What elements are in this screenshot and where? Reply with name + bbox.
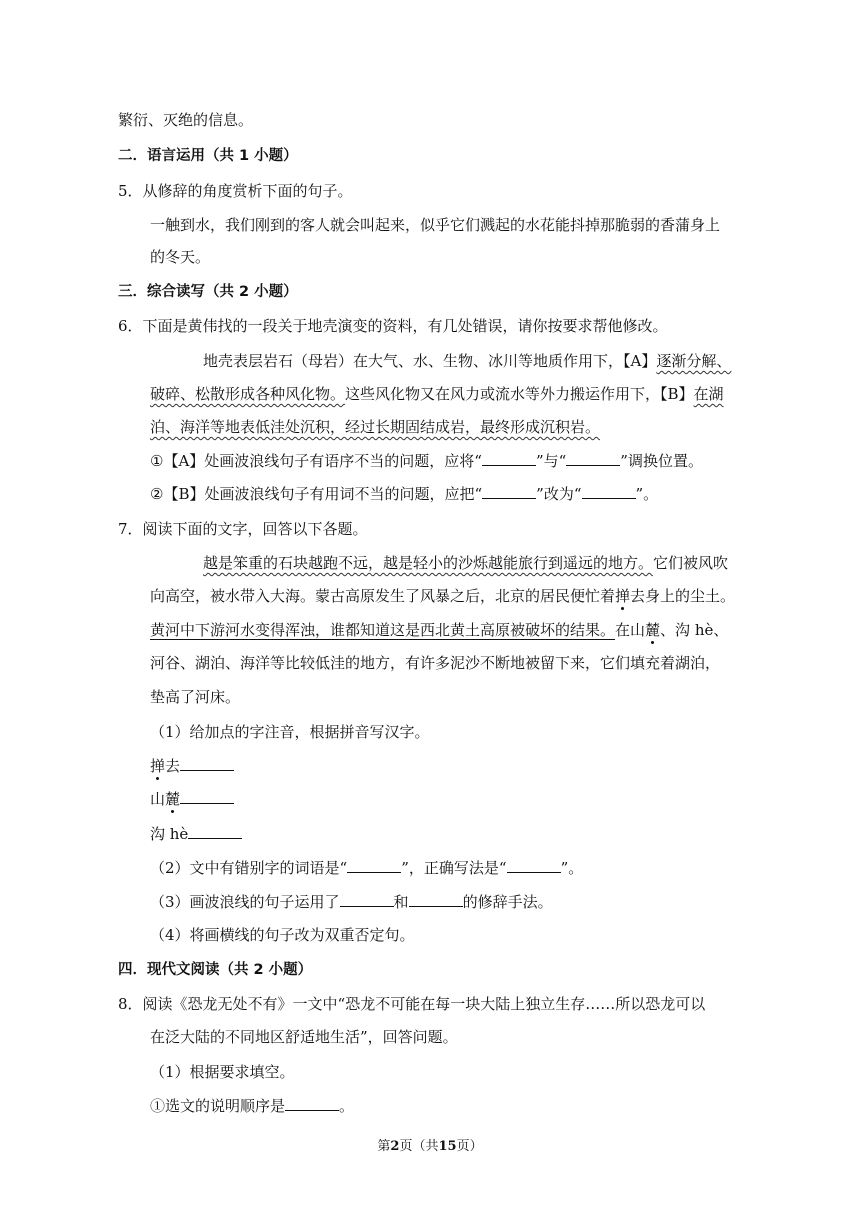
q6-passage-text: 这些风化物又在风力或流水等外力搬运作用下，【B】 <box>345 385 694 403</box>
answer-blank[interactable] <box>180 756 234 771</box>
q7-answer-2 <box>150 789 234 809</box>
q7-passage-line3 <box>150 620 728 640</box>
dotted-character: 掸 <box>150 757 166 775</box>
q7-passage-line5: 垫高了河床。 <box>150 688 241 706</box>
q8-item-1-text: 。 <box>339 1097 355 1115</box>
q6-item-2-text: ②【B】处画波浪线句子有用词不当的问题，应把“ <box>150 485 483 503</box>
q7-passage-line4: 河谷、湖泊、海洋等比较低洼的地方，有许多泥沙不断地被留下来，它们填充着湖泊， <box>150 654 721 672</box>
wavy-underlined-text-a: 逐渐分解、 <box>656 352 732 370</box>
q6-passage-line3 <box>150 417 600 437</box>
q7-passage-line2 <box>150 586 735 606</box>
question-7: 7．阅读下面的文字，回答以下各题。 <box>118 520 368 538</box>
q7-answer-3 <box>150 824 242 844</box>
q8-item-1 <box>150 1096 354 1116</box>
q7-subquestion-4: （4）将画横线的句子改为双重否定句。 <box>150 926 415 944</box>
question-6: 6．下面是黄伟找的一段关于地壳演变的资料，有几处错误，请你按要求帮他修改。 <box>118 317 668 335</box>
wavy-underlined-text-b: 泊、海洋等地表低洼处沉积，经过长期固结成岩，最终形成沉积岩。 <box>150 418 601 436</box>
underlined-text: 黄河中下游河水变得浑浊，谁都知道这是西北黄土高原被破坏的结果。 <box>150 621 616 639</box>
dotted-character: 麓 <box>165 790 181 808</box>
total-pages: 15 <box>438 1139 457 1154</box>
question-8-line2: 在泛大陆的不同地区舒适地生活”，回答问题。 <box>150 1028 458 1046</box>
q6-item-1-text: ”与“ <box>535 452 567 470</box>
footer-text: 第 <box>377 1139 391 1154</box>
q8-subquestion-1: （1）根据要求填空。 <box>150 1063 295 1081</box>
section-heading-3: 三．综合读写（共 2 小题） <box>118 284 298 300</box>
wavy-underlined-text-a: 破碎、松散形成各种风化物。 <box>150 385 346 403</box>
footer-text: 页） <box>456 1139 483 1154</box>
q7-2-text: ”，正确写法是“ <box>401 859 507 877</box>
q6-item-2 <box>150 484 658 504</box>
question-8: 8．阅读《恐龙无处不有》一文中“恐龙不可能在每一块大陆上独立生存……所以恐龙可以 <box>118 995 706 1013</box>
q7-subquestion-3 <box>150 892 553 912</box>
answer-label: 去 <box>165 757 181 775</box>
q6-item-1 <box>150 451 703 471</box>
q7-passage-text: 在山 <box>615 621 646 639</box>
answer-label: 沟 hè <box>150 825 189 843</box>
q7-subquestion-2 <box>150 858 583 878</box>
dotted-character: 掸 <box>615 587 631 605</box>
wavy-underlined-text-b: 在湖 <box>693 385 724 403</box>
q7-3-text: 的修辞手法。 <box>462 893 553 911</box>
section-heading-4: 四．现代文阅读（共 2 小题） <box>118 962 313 978</box>
q6-passage-line2 <box>150 384 724 404</box>
answer-blank[interactable] <box>188 824 242 839</box>
q6-passage-line1 <box>203 351 731 371</box>
q8-item-1-text: ①选文的说明顺序是 <box>150 1097 286 1115</box>
q7-passage-text: 去身上的尘土。 <box>630 587 736 605</box>
q7-3-text: （3）画波浪线的句子运用了 <box>150 893 340 911</box>
answer-blank[interactable] <box>482 451 536 466</box>
page-footer <box>0 1139 860 1155</box>
q6-item-2-text: ”。 <box>635 485 659 503</box>
answer-blank[interactable] <box>180 789 234 804</box>
answer-label: 山 <box>150 790 166 808</box>
q7-3-text: 和 <box>393 893 409 911</box>
q5-sentence-line2: 的冬天。 <box>150 248 211 266</box>
answer-blank[interactable] <box>566 451 620 466</box>
footer-text: 页（共 <box>399 1139 439 1154</box>
text-line: 繁衍、灭绝的信息。 <box>118 111 254 129</box>
page-number: 2 <box>390 1139 400 1154</box>
answer-blank[interactable] <box>409 892 463 907</box>
question-5: 5．从修辞的角度赏析下面的句子。 <box>118 182 353 200</box>
q7-passage-line1 <box>203 553 728 573</box>
answer-blank[interactable] <box>507 858 561 873</box>
section-heading-2: 二．语言运用（共 1 小题） <box>118 148 298 164</box>
q6-passage-text: 地壳表层岩石（母岩）在大气、水、生物、冰川等地质作用下，【A】 <box>203 352 657 370</box>
answer-blank[interactable] <box>582 484 636 499</box>
answer-blank[interactable] <box>482 484 536 499</box>
q6-item-1-text: ①【A】处画波浪线句子有语序不当的问题，应将“ <box>150 452 482 470</box>
wavy-underlined-text: 越是笨重的石块越跑不远，越是轻小的沙烁越能旅行到遥远的地方。 <box>203 554 654 572</box>
q7-2-text: （2）文中有错别字的词语是“ <box>150 859 348 877</box>
q7-answer-1 <box>150 756 234 776</box>
answer-blank[interactable] <box>285 1096 339 1111</box>
q7-passage-text: 向高空，被水带入大海。蒙古高原发生了风暴之后，北京的居民便忙着 <box>150 587 616 605</box>
answer-blank[interactable] <box>347 858 401 873</box>
q5-sentence-line1: 一触到水，我们刚到的客人就会叫起来，似乎它们溅起的水花能抖掉那脆弱的香蒲身上 <box>150 216 721 234</box>
q7-2-text: ”。 <box>560 859 584 877</box>
q7-passage-text: 它们被风吹 <box>653 554 729 572</box>
q7-passage-text: 、沟 hè、 <box>660 621 729 639</box>
answer-blank[interactable] <box>340 892 394 907</box>
q7-subquestion-1: （1）给加点的字注音，根据拼音写汉字。 <box>150 723 430 741</box>
dotted-character: 麓 <box>645 621 661 639</box>
q6-item-2-text: ”改为“ <box>536 485 582 503</box>
q6-item-1-text: ”调换位置。 <box>620 452 703 470</box>
